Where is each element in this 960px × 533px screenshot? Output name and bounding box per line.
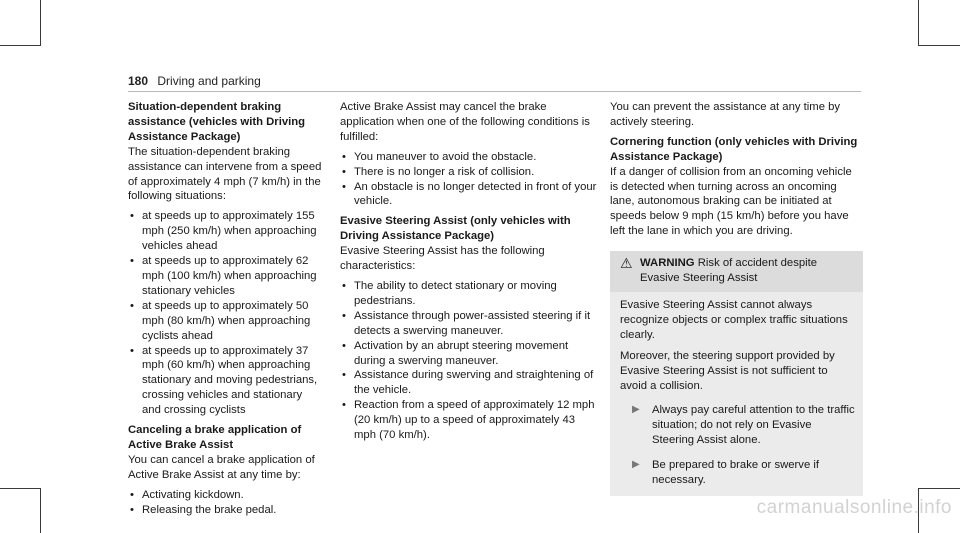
warning-step-text: Always pay careful attention to the traffic situation; do not rely on Evasive Steering Assist alone. (652, 404, 855, 447)
bullet-list (340, 279, 598, 443)
column-1 (128, 100, 324, 522)
warning-label: WARNING (640, 257, 695, 270)
page-header (128, 74, 261, 88)
list-item: • You maneuver to avoid the obstacle. (340, 150, 598, 165)
arrow-right-icon: ▶ (632, 459, 640, 471)
bullet-list (128, 488, 324, 518)
warning-paragraph: Moreover, the steering support provided by Evasive Steering Assist is not sufficient to avoid a collision. (620, 349, 835, 392)
warning-step-text: Be prepared to brake or swerve if necessary. (652, 459, 820, 487)
paragraph: Active Brake Assist may cancel the brake application when one of the following conditions is fulfilled: (340, 101, 590, 143)
paragraph: You can cancel a brake application of Active Brake Assist at any time by: (128, 453, 315, 481)
list-item: • at speeds up to approximately 50 mph (80 km/h) when approaching cyclists ahead (128, 299, 324, 344)
heading-evasive-steering: Evasive Steering Assist (only vehicles with Driving Assistance Package) (340, 215, 571, 243)
warning-body (610, 292, 863, 496)
list-item: • Assistance through power-assisted steering if it detects a swerving maneuver. (340, 309, 598, 339)
arrow-right-icon: ▶ (632, 404, 640, 416)
heading-cornering-function: Cornering function (only vehicles with Driving Assistance Package) (610, 135, 858, 163)
warning-paragraph: Evasive Steering Assist cannot always recognize objects or complex traffic situations clearly. (620, 298, 848, 341)
list-item: • An obstacle is no longer detected in front of your vehicle. (340, 180, 598, 210)
crop-mark (918, 488, 960, 489)
list-item: • at speeds up to approximately 37 mph (60 km/h) when approaching stationary and moving pedestrians, crossing vehicles and stationary and crossing cyclists (128, 344, 324, 419)
section-title: Driving and parking (157, 74, 261, 88)
list-item: • Assistance during swerving and straightening of the vehicle. (340, 368, 598, 398)
column-3 (610, 100, 863, 496)
crop-mark (40, 488, 41, 533)
list-item: • at speeds up to approximately 155 mph (250 km/h) when approaching vehicles ahead (128, 209, 324, 254)
list-item: • Releasing the brake pedal. (128, 503, 324, 518)
paragraph: You can prevent the assistance at any time by actively steering. (610, 101, 841, 128)
list-item: • The ability to detect stationary or moving pedestrians. (340, 279, 598, 309)
bullet-list (128, 209, 324, 418)
list-item: • at speeds up to approximately 62 mph (100 km/h) when approaching stationary vehicles (128, 254, 324, 299)
warning-title: Risk of accident despite Evasive Steering Assist (640, 257, 818, 285)
page-number: 180 (128, 74, 149, 88)
paragraph: The situation-dependent braking assistance can intervene from a speed of approximately 4 mph (7 km/h) in the following situations: (128, 145, 322, 203)
warning-step (620, 458, 855, 488)
bullet-list (340, 150, 598, 210)
heading-braking-assistance: Situation-dependent braking assistance (vehicles with Driving Assistance Package) (128, 101, 306, 143)
list-item: • There is no longer a risk of collision. (340, 165, 598, 180)
column-2 (340, 100, 598, 448)
crop-mark (918, 0, 919, 46)
list-item: • Activating kickdown. (128, 488, 324, 503)
crop-mark (40, 0, 41, 46)
warning-box (610, 251, 863, 496)
crop-mark (0, 488, 41, 489)
crop-mark (918, 45, 960, 46)
paragraph: Evasive Steering Assist has the following characteristics: (340, 245, 545, 273)
header-rule (128, 91, 861, 92)
warning-header (610, 251, 863, 292)
warning-step (620, 403, 855, 448)
list-item: • Reaction from a speed of approximately 12 mph (20 km/h) up to a speed of approximately 43 mph (70 km/h). (340, 398, 598, 443)
paragraph: If a danger of collision from an oncoming vehicle is detected when turning across an oncoming lane, autonomous braking can be initiated at speeds below 9 mph (15 km/h) before you have left the lane in which you are driving. (610, 165, 852, 238)
warning-triangle-icon: ⚠ (620, 255, 633, 272)
crop-mark (0, 45, 41, 46)
watermark: carmanualsonline.info (756, 497, 952, 518)
heading-canceling-brake: Canceling a brake application of Active Brake Assist (128, 424, 302, 451)
list-item: • Activation by an abrupt steering movement during a swerving maneuver. (340, 339, 598, 369)
